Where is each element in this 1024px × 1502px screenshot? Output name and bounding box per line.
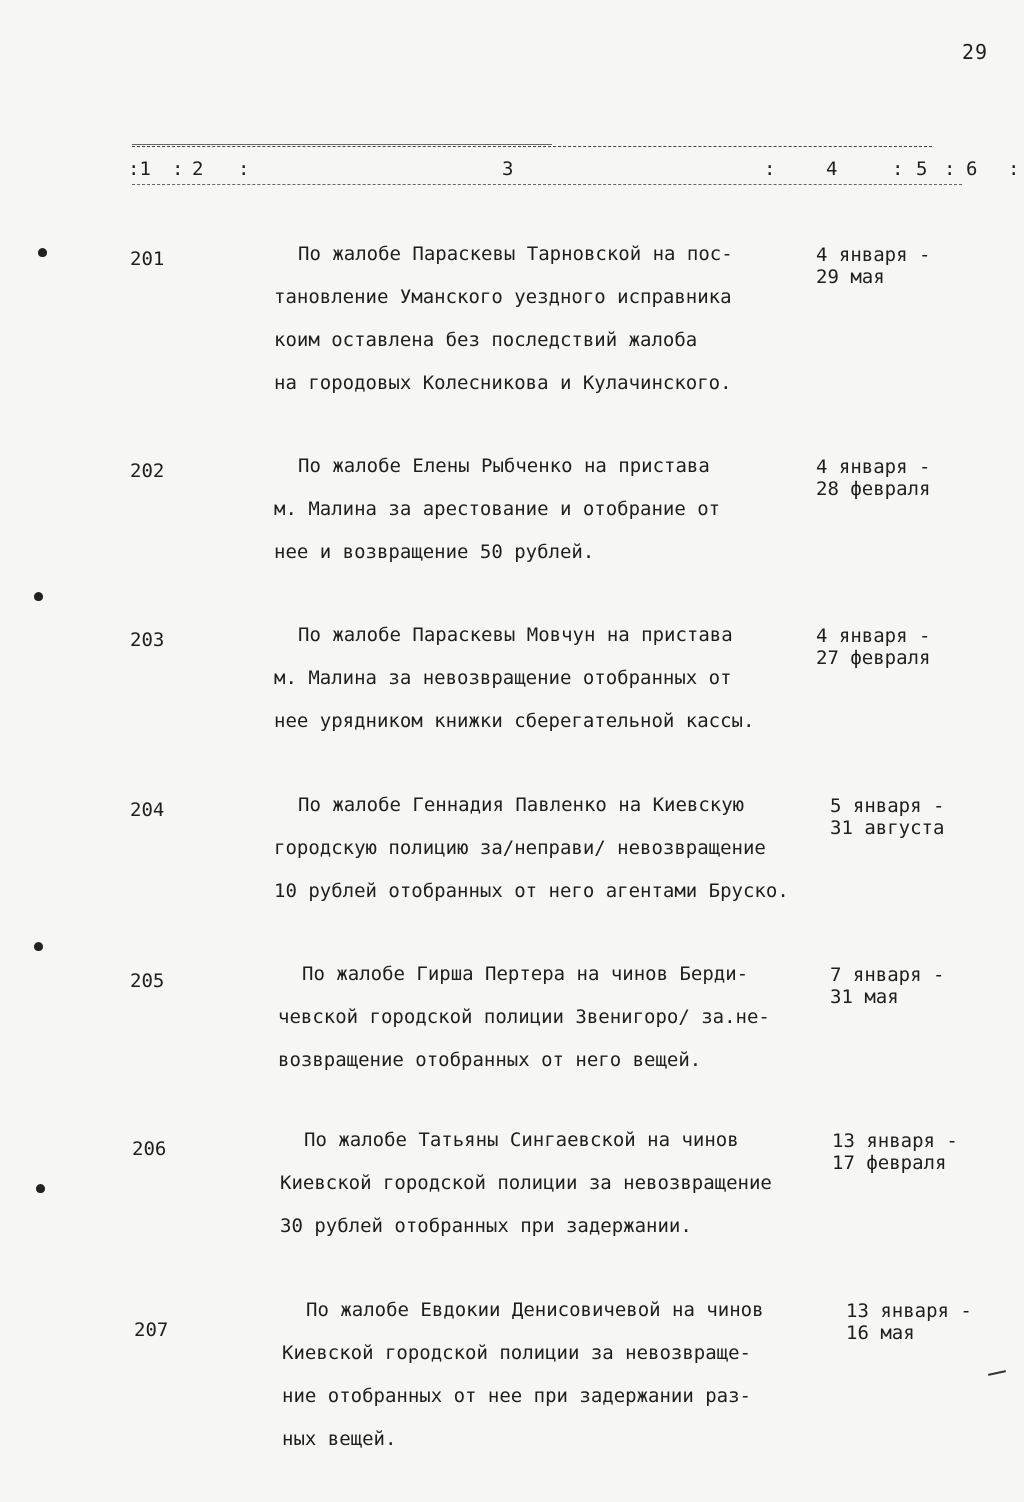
record-date-range xyxy=(816,625,930,669)
description-line: ние отобранных от нее при задержании раз- xyxy=(282,1385,751,1407)
column-header-row xyxy=(0,158,1024,182)
page-number: 29 xyxy=(962,40,989,64)
header-bottom-rule xyxy=(132,184,962,185)
binding-hole-mark xyxy=(34,592,43,601)
record-description xyxy=(282,1289,764,1461)
record-description xyxy=(278,953,770,1082)
record-number: 205 xyxy=(130,970,165,992)
description-line: 10 рублей отобранных от него агентами Бруско. xyxy=(274,880,789,902)
column-header-2: 2 xyxy=(192,158,204,180)
margin-pen-mark xyxy=(988,1370,1006,1376)
date-start: 7 января - xyxy=(830,964,945,986)
record-date-range xyxy=(830,964,944,1008)
binding-hole-mark xyxy=(38,248,47,257)
record-date-range xyxy=(830,795,944,839)
record-date-range xyxy=(816,244,930,288)
date-start: 13 января - xyxy=(832,1130,958,1152)
binding-hole-mark xyxy=(36,1184,45,1193)
date-end: 27 февраля xyxy=(816,647,931,669)
description-line: По жалобе Евдокии Денисовичевой на чинов xyxy=(306,1299,764,1321)
date-end: 28 февраля xyxy=(816,478,931,500)
record-date-range xyxy=(816,456,930,500)
column-separator: : xyxy=(892,158,904,180)
description-line: коим оставлена без последствий жалоба xyxy=(274,329,698,351)
description-line: По жалобе Геннадия Павленко на Киевскую xyxy=(298,794,745,816)
description-line: 30 рублей отобранных при задержании. xyxy=(280,1215,692,1237)
description-line: нее урядником книжки сберегательной кассы. xyxy=(274,710,755,732)
date-start: 13 января - xyxy=(846,1300,972,1322)
column-separator: : xyxy=(238,158,250,180)
record-description xyxy=(280,1119,772,1248)
record-number: 207 xyxy=(134,1319,169,1341)
date-start: 4 января - xyxy=(816,456,931,478)
date-start: 4 января - xyxy=(816,625,931,647)
binding-hole-mark xyxy=(34,942,43,951)
record-description xyxy=(274,445,720,574)
column-header-5: 5 xyxy=(916,158,928,180)
date-start: 4 января - xyxy=(816,244,931,266)
description-line: на городовых Колесникова и Кулачинского. xyxy=(274,372,732,394)
date-end: 16 мая xyxy=(846,1322,915,1344)
record-date-range xyxy=(832,1130,958,1174)
description-line: По жалобе Параскевы Мовчун на пристава xyxy=(298,624,733,646)
description-line: По жалобе Параскевы Тарновской на пос- xyxy=(298,243,733,265)
description-line: По жалобе Гирша Пертера на чинов Берди- xyxy=(302,963,749,985)
column-separator: : xyxy=(944,158,956,180)
description-line: ных вещей. xyxy=(282,1428,397,1450)
column-separator: : xyxy=(764,158,776,180)
record-number: 204 xyxy=(130,799,165,821)
column-separator: : xyxy=(172,158,184,180)
date-end: 31 мая xyxy=(830,986,899,1008)
date-end: 17 февраля xyxy=(832,1152,947,1174)
record-description xyxy=(274,614,754,743)
description-line: Киевской городской полиции за невозвраще- xyxy=(282,1342,751,1364)
date-end: 29 мая xyxy=(816,266,885,288)
record-description xyxy=(274,233,733,405)
date-start: 5 января - xyxy=(830,795,945,817)
description-line: м. Малина за арестование и отобрание от xyxy=(274,498,721,520)
description-line: возвращение отобранных от него вещей. xyxy=(278,1049,702,1071)
record-number: 202 xyxy=(130,460,165,482)
description-line: По жалобе Елены Рыбченко на пристава xyxy=(298,455,710,477)
record-number: 206 xyxy=(132,1138,167,1160)
column-separator: : xyxy=(1008,158,1020,180)
column-header-1: :1 xyxy=(128,158,151,180)
description-line: м. Малина за невозвращение отобранных от xyxy=(274,667,732,689)
description-line: Киевской городской полиции за невозвращение xyxy=(280,1172,772,1194)
description-line: тановление Уманского уездного исправника xyxy=(274,286,732,308)
header-top-rule-solid xyxy=(132,144,552,145)
record-description xyxy=(274,784,789,913)
description-line: чевской городской полиции Звенигоро/ за.не- xyxy=(278,1006,770,1028)
date-end: 31 августа xyxy=(830,817,945,839)
description-line: нее и возвращение 50 рублей. xyxy=(274,541,595,563)
column-header-4: 4 xyxy=(826,158,838,180)
column-header-3: 3 xyxy=(502,158,514,180)
record-date-range xyxy=(846,1300,972,1344)
record-number: 201 xyxy=(130,248,165,270)
description-line: По жалобе Татьяны Сингаевской на чинов xyxy=(304,1129,739,1151)
column-header-6: 6 xyxy=(966,158,978,180)
record-number: 203 xyxy=(130,629,165,651)
description-line: городскую полицию за/неправи/ невозвращение xyxy=(274,837,766,859)
header-top-rule xyxy=(132,146,932,147)
